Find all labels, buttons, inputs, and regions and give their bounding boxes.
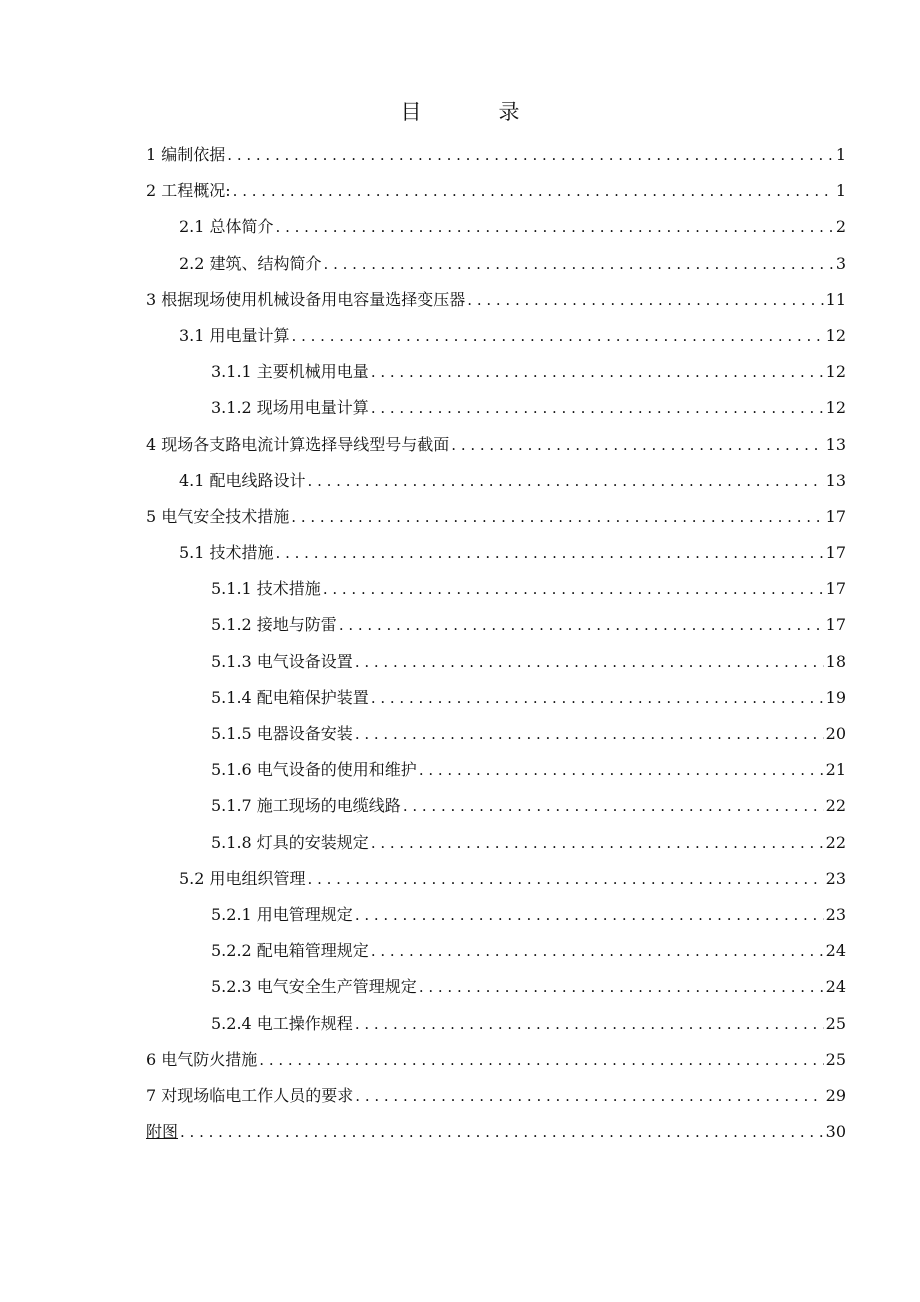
toc-page-number: 23 <box>825 904 846 924</box>
toc-entry-label: 2.1 总体简介 <box>179 217 274 237</box>
toc-dot-leader <box>451 427 823 463</box>
toc-entry[interactable] <box>146 825 846 861</box>
toc-page-number: 21 <box>825 760 846 780</box>
toc-entry-label: 5.2 用电组织管理 <box>179 868 306 888</box>
toc-entry-label: 5.1.5 电器设备安装 <box>211 724 353 743</box>
toc-page-number: 30 <box>825 1122 846 1142</box>
toc-entry-label: 5.2.1 用电管理规定 <box>211 904 353 924</box>
toc-dot-leader <box>467 282 823 318</box>
toc-entry-label: 5.1.1 技术措施 <box>211 579 321 599</box>
toc-entry[interactable] <box>146 969 846 1005</box>
toc-entry-label: 5.1.4 配电箱保护装置 <box>211 687 369 707</box>
toc-dot-leader <box>180 1114 824 1150</box>
toc-page-number: 12 <box>825 325 846 345</box>
toc-entry[interactable] <box>146 644 846 680</box>
toc-dot-leader <box>403 788 824 824</box>
toc-page-number: 25 <box>825 1013 846 1033</box>
toc-dot-leader <box>339 607 824 643</box>
toc-page-number: 13 <box>825 470 846 490</box>
toc-page-number: 22 <box>825 832 846 852</box>
toc-dot-leader <box>419 969 824 1005</box>
toc-entry-label: 3 根据现场使用机械设备用电容量选择变压器 <box>146 289 466 309</box>
toc-entry-label: 5.1.7 施工现场的电缆线路 <box>211 796 401 816</box>
toc-entry-label: 3.1 用电量计算 <box>179 325 290 345</box>
toc-entry-label: 5 电气安全技术措施 <box>146 506 290 526</box>
toc-entry[interactable] <box>146 1006 846 1042</box>
toc-entry[interactable] <box>146 788 846 824</box>
toc-page-number: 19 <box>825 687 846 707</box>
toc-dot-leader <box>371 933 824 969</box>
toc-entry[interactable] <box>146 137 846 173</box>
toc-page-number: 18 <box>825 651 846 671</box>
toc-entry[interactable] <box>146 354 846 390</box>
toc-entry-label: 3.1.1 主要机械用电量 <box>211 362 369 382</box>
toc-page-number: 1 <box>835 181 846 201</box>
toc-page-number: 29 <box>825 1085 846 1105</box>
toc-dot-leader <box>355 644 824 680</box>
toc-entry-label: 5.1.2 接地与防雷 <box>211 615 337 635</box>
toc-page-number: 23 <box>825 868 846 888</box>
toc-entry[interactable] <box>146 933 846 969</box>
toc-entry[interactable] <box>146 173 846 209</box>
toc-dot-leader <box>276 209 834 245</box>
toc-entry[interactable] <box>146 607 846 643</box>
toc-page-number: 13 <box>825 434 846 454</box>
toc-dot-leader <box>259 1042 823 1078</box>
toc-entry-label: 1 编制依据 <box>146 145 226 164</box>
toc-entry[interactable] <box>146 427 846 463</box>
toc-entry[interactable] <box>146 209 846 245</box>
toc-entry-label: 5.1 技术措施 <box>179 543 274 563</box>
toc-entry[interactable] <box>146 282 846 318</box>
toc-dot-leader <box>355 1006 824 1042</box>
toc-page-number: 3 <box>835 253 846 273</box>
toc-title: 目 录 <box>400 100 548 124</box>
toc-page-number: 17 <box>825 506 846 526</box>
toc-dot-leader <box>308 861 824 897</box>
toc-page-number: 20 <box>825 724 846 743</box>
toc-page-number: 17 <box>825 579 846 599</box>
toc-entry[interactable] <box>146 1114 846 1150</box>
toc-entry[interactable] <box>146 390 846 426</box>
toc-dot-leader <box>371 354 824 390</box>
toc-page-number: 25 <box>825 1049 846 1069</box>
toc-dot-leader <box>291 499 823 535</box>
toc-entry[interactable] <box>146 318 846 354</box>
toc-entry-label: 2.2 建筑、结构简介 <box>179 253 322 273</box>
toc-entry[interactable] <box>146 752 846 788</box>
toc-entry-label: 2 工程概况: <box>146 181 231 201</box>
toc-entry[interactable] <box>146 680 846 716</box>
toc-page-number: 11 <box>825 289 846 309</box>
toc-entry-label: 5.2.4 电工操作规程 <box>211 1013 353 1033</box>
toc-dot-leader <box>308 463 824 499</box>
table-of-contents <box>146 137 846 1150</box>
toc-page-number: 1 <box>835 145 846 164</box>
toc-entry-label: 3.1.2 现场用电量计算 <box>211 398 369 418</box>
toc-entry-label: 5.2.3 电气安全生产管理规定 <box>211 977 417 997</box>
toc-page-number: 24 <box>825 977 846 997</box>
toc-entry-label: 7 对现场临电工作人员的要求 <box>146 1085 354 1105</box>
toc-entry-label: 5.1.6 电气设备的使用和维护 <box>211 760 417 780</box>
toc-page-number: 12 <box>825 362 846 382</box>
toc-dot-leader <box>371 390 824 426</box>
toc-page-number: 22 <box>825 796 846 816</box>
toc-dot-leader <box>292 318 824 354</box>
toc-dot-leader <box>324 246 834 282</box>
toc-page-number: 17 <box>825 543 846 563</box>
toc-dot-leader <box>371 680 824 716</box>
toc-dot-leader <box>355 1078 823 1114</box>
toc-entry-label: 5.1.3 电气设备设置 <box>211 651 353 671</box>
toc-page-number: 24 <box>825 941 846 961</box>
toc-entry[interactable] <box>146 246 846 282</box>
toc-entry-label: 5.2.2 配电箱管理规定 <box>211 941 369 961</box>
toc-entry-label: 4 现场各支路电流计算选择导线型号与截面 <box>146 434 450 454</box>
toc-entry[interactable] <box>146 897 846 933</box>
toc-entry[interactable] <box>146 1078 846 1114</box>
toc-entry-label: 附图 <box>146 1122 179 1142</box>
toc-dot-leader <box>371 825 824 861</box>
toc-entry-label: 5.1.8 灯具的安装规定 <box>211 832 369 852</box>
toc-entry-label: 4.1 配电线路设计 <box>179 470 306 490</box>
toc-entry[interactable] <box>146 535 846 571</box>
toc-entry[interactable] <box>146 571 846 607</box>
toc-entry-label: 6 电气防火措施 <box>146 1049 258 1069</box>
toc-page-number: 17 <box>825 615 846 635</box>
toc-dot-leader <box>276 535 824 571</box>
toc-dot-leader <box>355 716 824 752</box>
toc-dot-leader <box>355 897 824 933</box>
toc-page-number: 12 <box>825 398 846 418</box>
toc-entry[interactable] <box>146 463 846 499</box>
toc-entry[interactable] <box>146 1042 846 1078</box>
toc-dot-leader <box>227 137 834 173</box>
toc-entry[interactable] <box>146 499 846 535</box>
toc-page-number: 2 <box>835 217 846 237</box>
toc-dot-leader <box>233 173 834 209</box>
toc-entry[interactable] <box>146 861 846 897</box>
toc-entry[interactable] <box>146 716 846 752</box>
toc-dot-leader <box>323 571 824 607</box>
toc-dot-leader <box>419 752 824 788</box>
